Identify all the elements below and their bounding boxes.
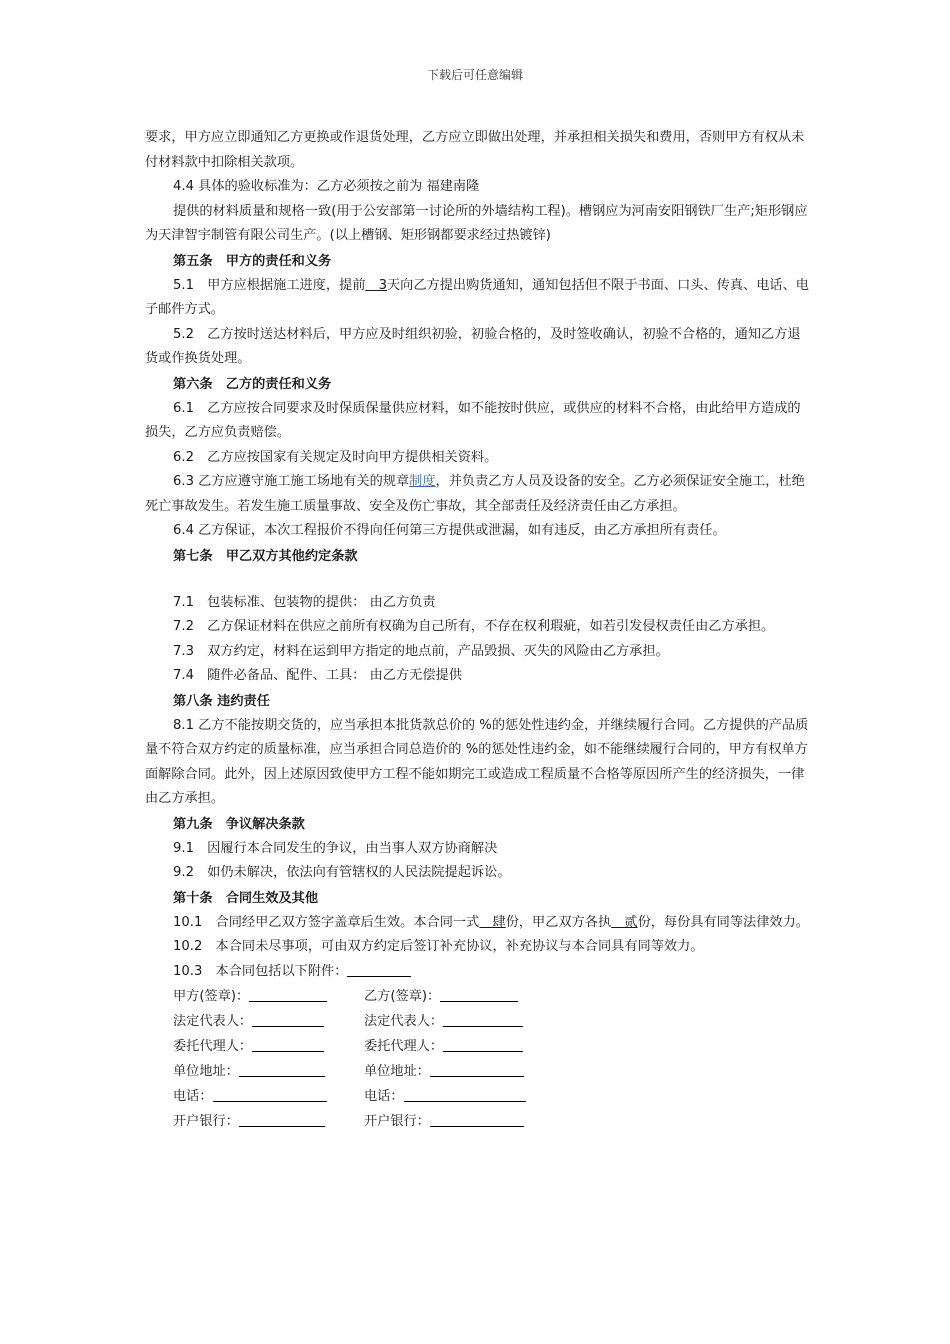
party-a-agent-label: 委托代理人：: [173, 1039, 253, 1054]
clause-8-1: 8.1 乙方不能按期交货的，应当承担本批货款总价的 %的惩处性违约金，并继续履行合同。乙方提供的产品质量不符合双方约定的质量标准，应当承担合同总造价的 %的惩处性违约金，如不能继续履行合同的，甲方有权单方面解除合同。此外，因上述原因致使甲方工程不能如期完工或造成工程质量不合格等原因所产生的经济损失，一律由乙方承担。: [145, 717, 809, 806]
page-header: 下载后可任意编辑: [426, 68, 523, 82]
section-10-heading: 第十条 合同生效及其他: [173, 890, 319, 906]
regulation-link[interactable]: 制度: [409, 474, 436, 489]
clause-5-1: 5.1 甲方应根据施工进度，提前 3天向乙方提出购货通知，通知包括但不限于书面、口头、传真、电话、电子邮件方式。: [145, 277, 809, 317]
party-b-address-label: 单位地址：: [364, 1064, 430, 1079]
clause-4-4: 4.4 具体的验收标准为：乙方必须按之前为 福建南隆: [173, 179, 480, 194]
party-b-seal-label: 乙方(签章)：: [364, 989, 441, 1004]
clause-7-2: 7.2 乙方保证材料在供应之前所有权确为自己所有，不存在权利瑕疵，如若引发侵权责任由乙方承担。: [173, 619, 775, 634]
signature-row-bank: [145, 1109, 810, 1134]
signature-row-seal: [145, 984, 810, 1009]
party-b-address-blank: [430, 1061, 524, 1077]
signature-row-agent: [145, 1034, 810, 1059]
section-5-heading: 第五条 甲方的责任和义务: [173, 253, 332, 269]
party-b-phone-label: 电话：: [364, 1089, 404, 1104]
clause-7-3: 7.3 双方约定，材料在运到甲方指定的地点前，产品毁损、灭失的风险由乙方承担。: [173, 643, 669, 659]
party-a-phone-label: 电话：: [173, 1089, 213, 1104]
party-a-legal-rep-label: 法定代表人：: [173, 1014, 253, 1029]
section-6-heading: 第六条 乙方的责任和义务: [173, 376, 332, 392]
party-a-address-label: 单位地址：: [173, 1064, 239, 1079]
clause-6-1: 6.1 乙方应按合同要求及时保质保量供应材料，如不能按时供应，或供应的材料不合格，由此给甲方造成的损失，乙方应负责赔偿。: [145, 400, 801, 440]
signature-row-address: [145, 1059, 810, 1084]
party-a-seal-blank: [249, 986, 327, 1002]
signature-row-legal-rep: [145, 1009, 810, 1034]
party-b-legal-rep-blank: [443, 1011, 523, 1027]
clause-7-1: 7.1 包装标准、包装物的提供： 由乙方负责: [173, 594, 436, 610]
party-a-bank-label: 开户银行：: [173, 1114, 239, 1129]
party-b-legal-rep-label: 法定代表人：: [364, 1014, 444, 1029]
clause-10-1: 10.1 合同经甲乙双方签字盖章后生效。本合同一式 肆份，甲乙双方各执 贰份，每份具有同等法律效力。: [173, 914, 809, 930]
section-7-heading: 第七条 甲乙双方其他约定条款: [173, 548, 358, 564]
party-b-phone-blank: [404, 1086, 526, 1102]
clause-9-2: 9.2 如仍未解决，依法向有管辖权的人民法院提起诉讼。: [173, 865, 511, 880]
notice-days-value: 3: [365, 277, 387, 293]
section-9-heading: 第九条 争议解决条款: [173, 816, 305, 832]
clause-9-1: 9.1 因履行本合同发生的争议，由当事人双方协商解决: [173, 840, 498, 856]
signature-row-phone: [145, 1084, 810, 1109]
spacer: [145, 569, 810, 591]
party-b-bank-label: 开户银行：: [364, 1114, 430, 1129]
party-a-bank-blank: [239, 1111, 325, 1127]
clause-7-4: 7.4 随件必备品、配件、工具： 由乙方无偿提供: [173, 668, 462, 683]
clause-4-4-detail: 提供的材料质量和规格一致(用于公安部第一讨论所的外墙结构工程)。槽钢应为河南安阳钢铁厂生产;矩形钢应为天津智宇制管有限公司生产。(以上槽钢、矩形钢都要求经过热镀锌): [145, 203, 808, 243]
party-a-legal-rep-blank: [252, 1011, 324, 1027]
paragraph-4-3-continued: 要求，甲方应立即通知乙方更换或作退货处理，乙方应立即做出处理，并承担相关损失和费用，否则甲方有权从未付材料款中扣除相关款项。: [145, 130, 805, 170]
signature-block: [145, 984, 810, 1134]
party-b-seal-blank: [440, 986, 518, 1002]
clause-6-4: 6.4 乙方保证，本次工程报价不得向任何第三方提供或泄漏，如有违反，由乙方承担所有责任。: [173, 523, 726, 538]
party-b-agent-label: 委托代理人：: [364, 1039, 444, 1054]
clause-10-2: 10.2 本合同未尽事项，可由双方约定后签订补充协议，补充协议与本合同具有同等效力。: [173, 939, 704, 954]
attachments-blank: [347, 961, 411, 977]
section-8-heading: 第八条 违约责任: [173, 693, 270, 709]
clause-6-3: 6.3 乙方应遵守施工施工场地有关的规章制度，并负责乙方人员及设备的安全。乙方必须保证安全施工，杜绝死亡事故发生。若发生施工质量事故、安全及伤亡事故，其全部责任及经济责任由乙方承担。: [145, 474, 805, 514]
party-a-phone-blank: [213, 1086, 327, 1102]
copies-each-value: 贰: [611, 914, 638, 930]
party-b-bank-blank: [430, 1111, 524, 1127]
party-a-seal-label: 甲方(签章)：: [173, 989, 250, 1004]
clause-6-2: 6.2 乙方应按国家有关规定及时向甲方提供相关资料。: [173, 449, 498, 465]
party-b-agent-blank: [443, 1036, 523, 1052]
contract-body: [145, 126, 810, 1134]
copies-total-value: 肆: [479, 914, 506, 930]
clause-5-2: 5.2 乙方按时送达材料后，甲方应及时组织初验，初验合格的，及时签收确认，初验不合格的，通知乙方退货或作换货处理。: [145, 326, 801, 366]
party-a-address-blank: [239, 1061, 325, 1077]
party-a-agent-blank: [252, 1036, 324, 1052]
clause-10-3: 10.3 本合同包括以下附件：: [145, 960, 810, 985]
